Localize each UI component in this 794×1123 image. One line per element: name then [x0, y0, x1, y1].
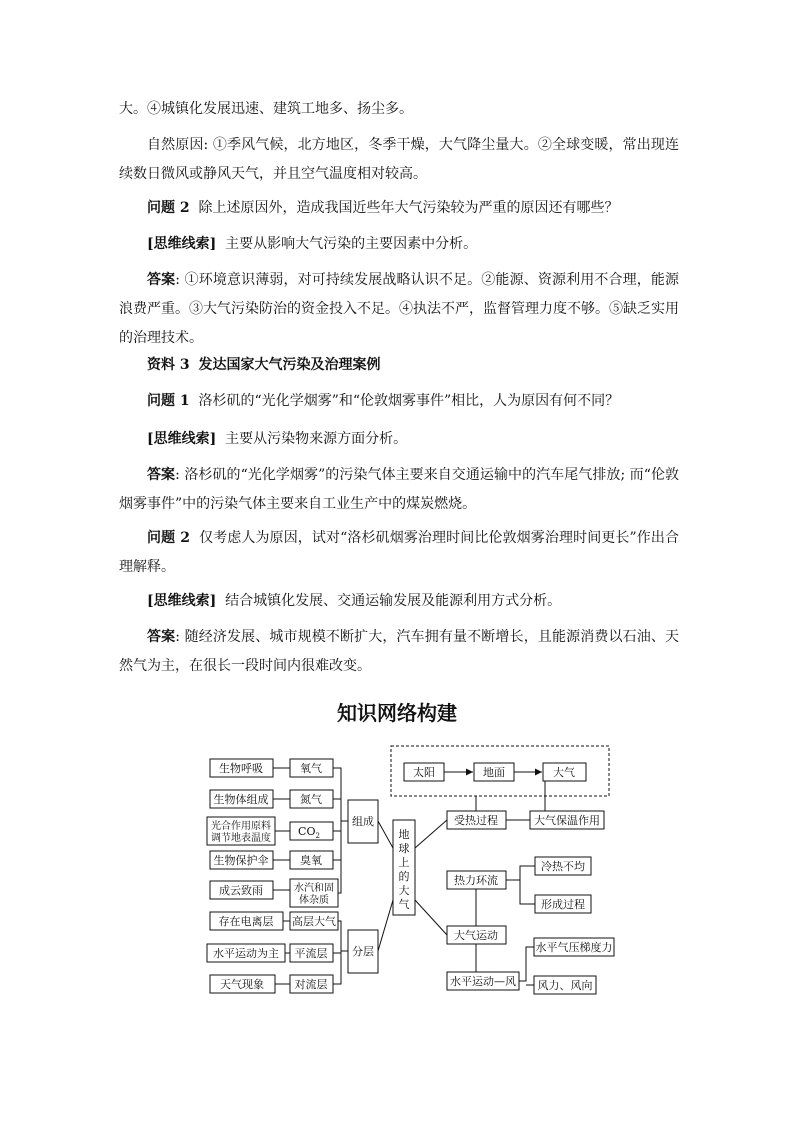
- center-char-4: 的: [398, 870, 410, 883]
- label-vapor-2: 体杂质: [299, 895, 329, 906]
- section-title: 知识网络构建: [337, 701, 457, 725]
- label-oxygen: 氧气: [300, 762, 322, 775]
- material-label: 资料 3: [147, 357, 190, 373]
- label-troposphere: 对流层: [294, 978, 328, 991]
- label-greenhouse: 大气保温作用: [534, 814, 600, 827]
- label-upper-atm: 高层大气: [292, 915, 336, 928]
- paragraph-2-text: 自然原因: ①季风气候，北方地区，冬季干燥，大气降尘量大。②全球变暖，常出现连续数日微风或静风天气，并且空气温度相对较高。: [119, 137, 679, 182]
- label-thermal-circ: 热力环流: [454, 874, 498, 887]
- label-heating-process: 受热过程: [454, 814, 498, 827]
- label-vapor-1: 水汽和固: [294, 883, 334, 894]
- question-text: 除上述原因外，造成我国近些年大气污染较为严重的原因还有哪些？: [198, 200, 619, 216]
- question-text: 仅考虑人为原因，试对“洛杉矶烟雾治理时间比伦敦烟雾治理时间更长”作出合理解释。: [119, 530, 679, 575]
- answer-text: : 洛杉矶的“光化学烟雾”的污染气体主要来自交通运输中的汽车尾气排放; 而“伦敦烟雾事件”中的污染气体主要来自工业生产中的煤炭燃烧。: [119, 467, 680, 512]
- answer-label: 答案: [147, 629, 176, 645]
- question-label: 问题 2: [147, 200, 190, 216]
- center-char-6: 气: [398, 898, 410, 911]
- center-char-5: 大: [398, 884, 410, 897]
- label-nitrogen: 氮气: [300, 793, 322, 806]
- hint-text: 主要从影响大气污染的主要因素中分析。: [225, 236, 478, 252]
- material-title: 发达国家大气污染及治理案例: [198, 357, 381, 373]
- label-ground: 地面: [483, 766, 505, 779]
- label-photosynthesis: 光合作用原料: [211, 821, 271, 832]
- label-composition: 组成: [352, 815, 374, 828]
- paragraph-1-text: 大。④城镇化发展迅速、建筑工地多、扬尘多。: [119, 101, 413, 117]
- center-char-3: 上: [398, 856, 410, 869]
- label-respiration: 生物呼吸: [219, 762, 263, 775]
- label-atm-motion: 大气运动: [454, 929, 498, 942]
- hint-text: 结合城镇化发展、交通运输发展及能源利用方式分析。: [225, 593, 562, 609]
- label-horizontal: 水平运动为主: [213, 947, 279, 960]
- label-sun: 太阳: [413, 766, 435, 779]
- answer-label: 答案: [147, 467, 176, 483]
- label-protective: 生物保护伞: [213, 854, 269, 867]
- answer-text: : ①环境意识薄弱，对可持续发展战略认识不足。②能源、资源利用不合理，能源浪费严重。③大气污染防治的资金投入不足。④执法不严，监督管理力度不够。⑤缺乏实用的治理技术。: [119, 272, 679, 346]
- label-weather: 天气现象: [220, 978, 264, 991]
- label-cloud: 成云致雨: [219, 884, 263, 897]
- answer-text: : 随经济发展、城市规模不断扩大，汽车拥有量不断增长，且能源消费以石油、天然气为主，在很长一段时间内很难改变。: [119, 629, 679, 674]
- label-stratification: 分层: [352, 945, 374, 958]
- label-stratosphere: 平流层: [294, 947, 328, 960]
- label-organism: 生物体组成: [213, 793, 269, 806]
- label-horizontal-wind: 水平运动—风: [450, 975, 516, 988]
- label-ionosphere: 存在电离层: [218, 915, 274, 928]
- hint-text: 主要从污染物来源方面分析。: [225, 431, 408, 447]
- label-wind-force: 风力、风向: [537, 979, 593, 992]
- label-uneven-heat: 冷热不均: [541, 860, 585, 873]
- answer-label: 答案: [147, 272, 176, 288]
- center-char-1: 地: [398, 828, 410, 841]
- center-char-2: 球: [398, 842, 410, 855]
- label-formation: 形成过程: [541, 898, 585, 911]
- label-ozone: 臭氧: [300, 854, 322, 867]
- label-atmosphere: 大气: [553, 766, 575, 779]
- question-label: 问题 1: [147, 393, 190, 409]
- hint-label: [思维线索]: [147, 236, 217, 252]
- question-label: 问题 2: [147, 530, 190, 546]
- hint-label: [思维线索]: [147, 431, 217, 447]
- question-text: 洛杉矶的“光化学烟雾”和“伦敦烟雾事件”相比，人为原因有何不同？: [198, 393, 620, 409]
- label-surface-temp: 调节地表温度: [211, 833, 271, 844]
- label-co2: $CO_2$: [298, 825, 320, 840]
- hint-label: [思维线索]: [147, 593, 217, 609]
- label-pressure-gradient: 水平气压梯度力: [535, 941, 613, 954]
